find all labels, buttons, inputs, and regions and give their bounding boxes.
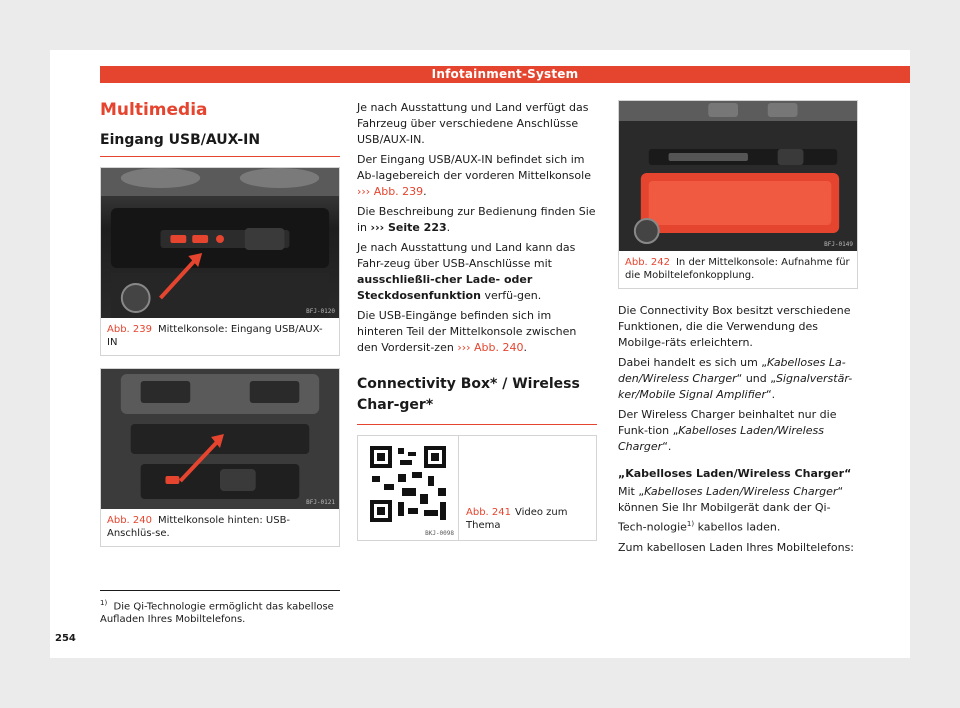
section-title-connectivity: Connectivity Box* / Wireless Char-ger*: [357, 374, 597, 425]
qr-code-box[interactable]: [358, 436, 459, 540]
paragraph: [618, 407, 858, 455]
paragraph: [618, 355, 858, 403]
column-right: [618, 100, 858, 560]
bold-text: ausschließli-cher Lade- oder Steckdosenfunktion: [357, 273, 533, 302]
paragraph-text: “.: [765, 388, 776, 401]
paragraph-text: Je nach Ausstattung und Land kann das Fahr-zeug über USB-Anschlüsse mit: [357, 241, 576, 270]
figure-caption-text: Mittelkonsole hinten: USB-Anschlüs-se.: [107, 515, 291, 539]
paragraph-text: Die USB-Eingänge befinden sich im hinteren Teil der Mittelkonsole zwischen den Vordersit-zen: [357, 309, 577, 354]
subheading: „Kabelloses Laden/Wireless Charger“: [618, 467, 852, 480]
paragraph-text: Der Eingang USB/AUX-IN befindet sich im Ab-lagebereich der vorderen Mittelkonsole: [357, 153, 591, 182]
paragraph-text: Die Beschreibung zur Bedienung finden Sie in: [357, 205, 596, 234]
paragraph-text: Mit „: [618, 485, 645, 498]
footnote-mark: 1): [100, 599, 108, 607]
paragraph: Je nach Ausstattung und Land verfügt das Fahrzeug über verschiedene Anschlüsse USB/AUX-IN.: [357, 101, 589, 146]
paragraph-text: “.: [662, 440, 672, 453]
footnote: [100, 590, 340, 626]
section-title: Multimedia: [100, 100, 208, 120]
figure-code: BFJ-0149: [824, 241, 853, 248]
figure-reference-link[interactable]: ››› Abb. 240: [457, 341, 524, 354]
figure-number: Abb. 240: [107, 515, 152, 526]
figure-code: BFJ-0121: [306, 499, 335, 506]
page-number: 254: [55, 633, 76, 644]
figure-number: Abb. 241: [466, 507, 511, 518]
figure-caption: [101, 509, 339, 546]
figure-caption-text: Mittelkonsole: Eingang USB/AUX-IN: [107, 324, 323, 348]
paragraph-text: verfü-gen.: [484, 289, 542, 302]
figure-caption: [466, 506, 596, 532]
page-header: Infotainment-System: [100, 66, 910, 83]
photo-usb-rear: [101, 369, 339, 509]
figure-239: [100, 167, 340, 356]
paragraph: [357, 240, 597, 304]
figure-242: [618, 100, 858, 289]
figure-caption: [101, 318, 339, 355]
paragraph: [618, 484, 858, 536]
manual-page: [50, 50, 910, 658]
paragraph-text: Dabei handelt es sich um „: [618, 356, 767, 369]
italic-text: Signalverstär-ker/Mobile Signal Amplifier: [618, 372, 853, 401]
footnote-text: Die Qi-Technologie ermöglicht das kabellose Aufladen Ihres Mobiltelefons.: [100, 601, 334, 626]
subsection-title: Eingang USB/AUX-IN: [100, 132, 340, 157]
paragraph: Der Eingang USB/AUX-IN befindet sich im Ab-lagebereich der vorderen Mittelkonsole ››› Abb. 239.: [357, 153, 591, 198]
column-middle: [357, 100, 597, 541]
figure-caption: [619, 251, 857, 288]
page-reference-link[interactable]: ››› Seite 223: [370, 221, 447, 234]
figure-240: [100, 368, 340, 547]
paragraph-text: “ und „: [736, 372, 776, 385]
italic-text: Kabelloses La-den/Wireless Charger: [618, 356, 846, 385]
paragraph-text: kabellos laden.: [694, 520, 781, 534]
figure-number: Abb. 239: [107, 324, 152, 335]
figure-code: BKJ-0098: [425, 530, 454, 537]
italic-text: Kabelloses Laden/Wireless Charger: [618, 424, 824, 453]
figure-number: Abb. 242: [625, 257, 670, 268]
figure-code: BFJ-0120: [306, 308, 335, 315]
photo-usb-aux-front: [101, 168, 339, 318]
paragraph: Zum kabellosen Laden Ihres Mobiltelefons:: [618, 540, 855, 554]
paragraph-text: “ können Sie Ihr Mobilgerät dank der Qi-Tech-nologie: [618, 485, 844, 534]
figure-caption-text: In der Mittelkonsole: Aufnahme für die Mobiltelefonkopplung.: [625, 257, 850, 281]
italic-text: Kabelloses Laden/Wireless Charger: [644, 485, 838, 498]
footnote-marker[interactable]: 1): [686, 520, 695, 528]
paragraph: Die Connectivity Box besitzt verschiedene Funktionen, die die Verwendung des Mobilge-räts erleichtern.: [618, 304, 851, 349]
figure-reference-link[interactable]: ››› Abb. 239: [357, 185, 424, 198]
paragraph: Die USB-Eingänge befinden sich im hinteren Teil der Mittelkonsole zwischen den Vordersit-zen ››› Abb. 240.: [357, 309, 577, 354]
paragraph-text: Der Wireless Charger beinhaltet nur die Funk-tion „: [618, 408, 837, 437]
paragraph: Die Beschreibung zur Bedienung finden Sie in ››› Seite 223.: [357, 205, 596, 234]
photo-wireless-charger: [619, 101, 857, 251]
figure-caption-text: Video zum Thema: [466, 507, 568, 531]
figure-241: [357, 435, 597, 541]
text-block: [618, 303, 858, 556]
column-left: [100, 100, 340, 547]
